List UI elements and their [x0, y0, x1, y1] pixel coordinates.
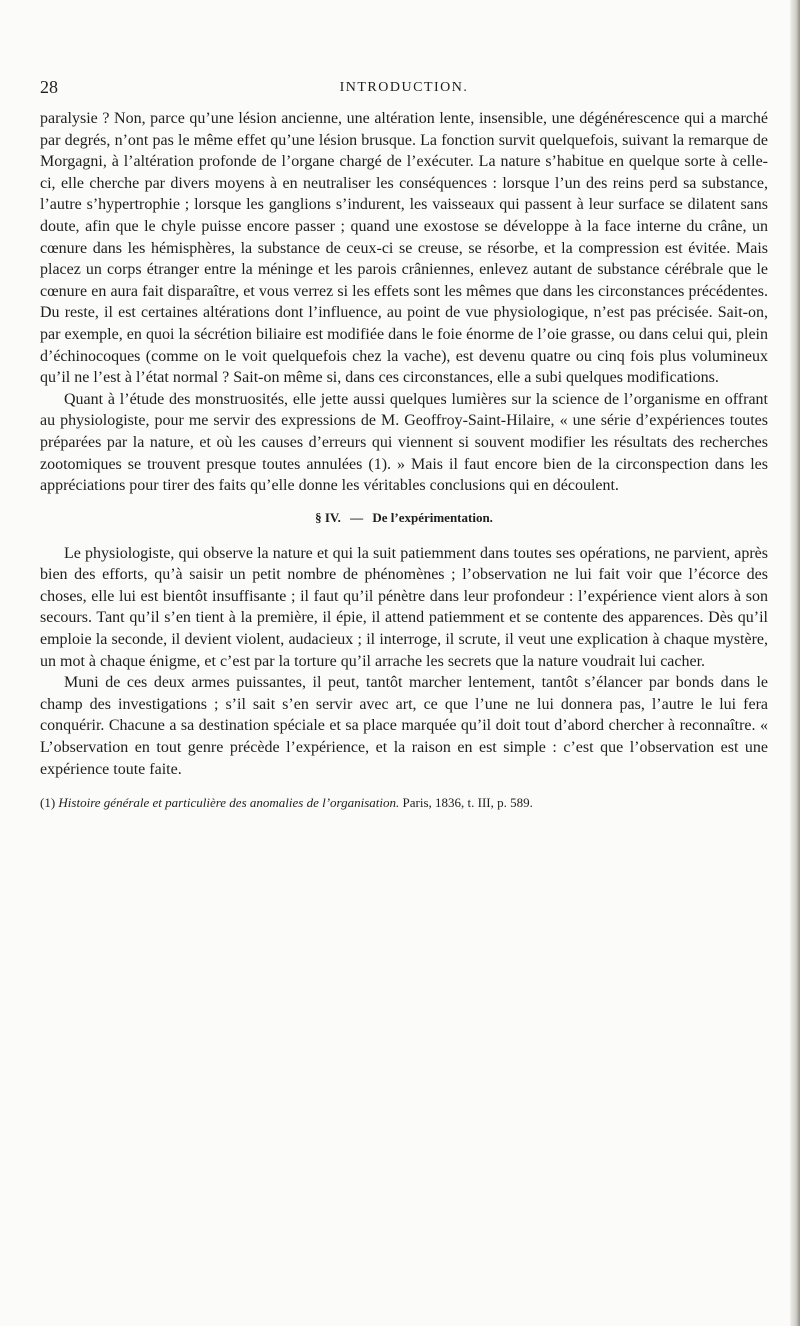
- running-title: INTRODUCTION.: [339, 80, 469, 95]
- footnote: [40, 794, 768, 812]
- paragraph-physiologiste: Le physiologiste, qui observe la nature et qui la suit patiemment dans toutes ses opérations, ne parvient, après bien des efforts, qu’à saisir un petit nombre de phénomènes ; l’observation ne lui fait voir que l’écorce des choses, elle lui est bientôt insuffisante ; il faut qu’il pénètre dans leur profondeur : l’expérience vient alors à son secours. Tant qu’il s’en tient à la première, il épie, il attend patiemment et se contente des apparences. Dès qu’il emploie la seconde, il devient violent, audacieux ; il interroge, il scrute, il veut une explication à chaque mystère, un mot à chaque énigme, et c’est par la torture qu’il arrache les secrets que la nature voudrait lui cacher.: [40, 544, 768, 670]
- paragraph-armes: Muni de ces deux armes puissantes, il peut, tantôt marcher lentement, tantôt s’élancer par bonds dans le champ des investigations ; s’il sait s’en servir avec art, ce que l’une ne lui donnera pas, l’autre le lui fera conquérir. Chacune a sa destination spéciale et sa place marquée qu’il doit tout d’abord chercher à reconnaître. « L’observation en tout genre précède l’expérience, et la raison en est simple : c’est que l’observation est une expérience toute faite.: [40, 674, 768, 778]
- footnote-title: Histoire générale et particulière des anomalies de l’organisation.: [58, 795, 400, 811]
- section-dash: —: [350, 509, 364, 525]
- paragraph-monstruosites: Quant à l’étude des monstruosités, elle jette aussi quelques lumières sur la science de l’organisme en offrant au physiologiste, pour me servir des expressions de M. Geoffroy-Saint-Hilaire, « une série d’expériences toutes préparées par la nature, et où les causes d’erreurs qui viennent si souvent modifier les résultats des recherches zootomiques se trouvent presque toutes annulées (1). » Mais il faut encore bien de la circonspection dans les appréciations pour tirer des faits qu’elle donne les véritables conclusions qui en découlent.: [40, 390, 768, 495]
- paragraph-continued: paralysie ? Non, parce qu’une lésion ancienne, une altération lente, insensible, une dégénérescence qui a marché par degrés, n’ont pas le même effet qu’une lésion brusque. La fonction survit quelquefois, suivant la remarque de Morgagni, à l’altération profonde de l’organe chargé de l’exécuter. La nature s’habitue en quelque sorte à celle-ci, elle cherche par divers moyens à en neutraliser les conséquences : lorsque l’un des reins perd sa substance, l’autre s’hypertrophie ; lorsque les ganglions s’indurent, les vaisseaux qui passent à leur surface se dilatent sans doute, afin que le chyle puisse encore passer ; quand une exostose se développe à la face interne du crâne, un cœnure dans les hémisphères, la substance de ceux-ci se creuse, se résorbe, et la compression est évitée. Mais placez un corps étranger entre la méninge et les parois crâniennes, enlevez autant de substance cérébrale que le cœnure en aura fait disparaître, et vous verrez si les effets sont les mêmes que dans les circonstances précédentes. Du reste, il est certaines altérations dont l’influence, au point de vue physiologique, n’est pas précisée. Sait-on, par exemple, en quoi la sécrétion biliaire est modifiée dans le foie énorme de l’oie grasse, ou dans celui qui, plein d’échinocoques (comme on le voit quelquefois chez la vache), est devenu quatre ou cinq fois plus volumineux qu’il ne l’est à l’état normal ? Sait-on même si, dans ces circonstances, elle a subi quelques modifications.: [40, 110, 768, 387]
- section-title: De l’expérimentation.: [372, 509, 493, 525]
- page-number: 28: [40, 77, 58, 97]
- section-heading: [40, 509, 768, 527]
- footnote-marker: (1): [40, 795, 56, 811]
- page-header: [40, 76, 768, 100]
- section-number: § IV.: [315, 509, 341, 525]
- body-text: [40, 108, 768, 812]
- footnote-reference: Paris, 1836, t. III, p. 589.: [402, 795, 533, 811]
- page-edge-shadow: [790, 0, 800, 1326]
